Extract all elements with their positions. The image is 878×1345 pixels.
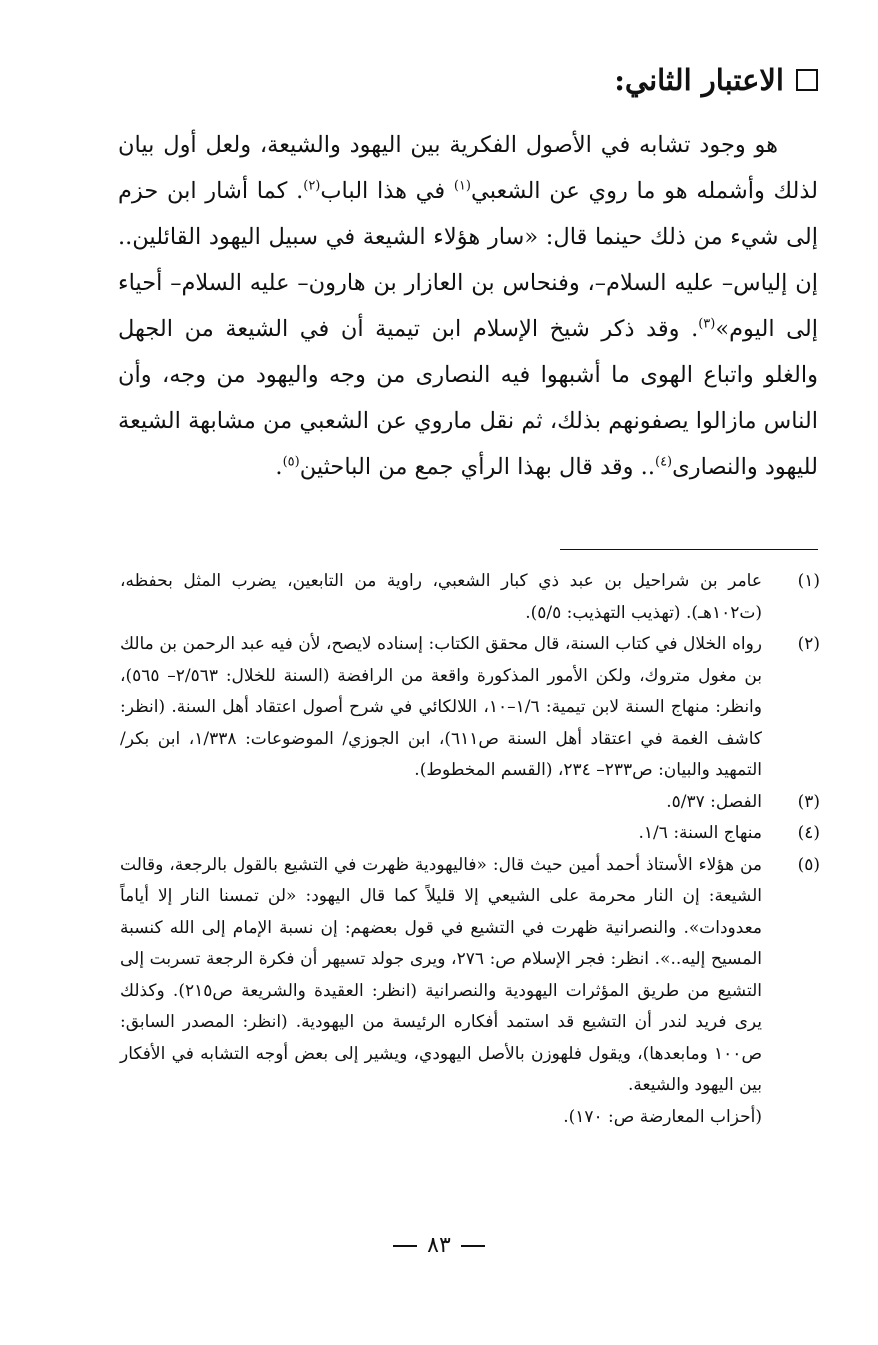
footnote-number: (٣) bbox=[797, 791, 820, 812]
footnote-ref-2[interactable]: (٢) bbox=[303, 178, 321, 194]
main-paragraph bbox=[118, 122, 818, 490]
footnote-5 bbox=[120, 850, 820, 1102]
footnote-separator bbox=[560, 549, 818, 550]
text-segment: . وقد ذكر شيخ الإسلام ابن تيمية أن في الشيعة من الجهل والغلو واتباع الهوى ما أشبهوا فيه النصارى من وجه واليهود من وجه، وأن الناس مازالوا يصفونهم بذلك، ثم نقل ماروي عن الشعبي من مشابهة الشيعة لليهود والنصارى bbox=[118, 316, 818, 480]
footnote-3 bbox=[120, 787, 820, 819]
footnote-text: الفصل: ٥/٣٧. bbox=[666, 791, 762, 812]
footnote-4 bbox=[120, 818, 820, 850]
dash-right bbox=[393, 1245, 417, 1247]
footnote-number: (٤) bbox=[797, 823, 820, 843]
footnote-text: عامر بن شراحيل بن عبد ذي كبار الشعبي، راوية من التابعين، يضرب المثل بحفظه، (ت١٠٢هـ). (تهذيب التهذيب: ٥/٥). bbox=[120, 571, 762, 623]
footnote-number: (٢) bbox=[797, 634, 820, 654]
text-segment: . bbox=[275, 454, 283, 480]
footnote-number: (٥) bbox=[797, 854, 820, 875]
footnote-text: منهاج السنة: ١/٦. bbox=[638, 823, 762, 843]
text-segment: في هذا الباب bbox=[320, 178, 454, 204]
text-segment: هو وجود تشابه في الأصول الفكرية بين اليهود والشيعة، ولعل أول بيان لذلك وأشمله هو ما روي عن الشعبي bbox=[118, 132, 818, 204]
page-number bbox=[0, 1230, 878, 1262]
footnote-2 bbox=[120, 629, 820, 787]
text-segment: .. وقد قال بهذا الرأي جمع من الباحثين bbox=[299, 454, 655, 480]
footnote-ref-3[interactable]: (٣) bbox=[698, 316, 716, 332]
footnote-text: رواه الخلال في كتاب السنة، قال محقق الكتاب: إسناده لايصح، لأن فيه عبد الرحمن بن مالك بن مغول متروك، ولكن الأمور المذكورة واقعة من الرافضة (السنة للخلال: ٢/٥٦٣– ٥٦٥)، وانظر: منهاج السنة لابن تيمية: ١/٦–١٠، اللالكائي في شرح أصول اعتقاد أهل السنة. (انظر: كاشف الغمة في اعتقاد أهل السنة ص٦١١)، ابن الجوزي/ الموضوعات: ١/٣٣٨، ابن بكر/ التمهيد والبيان: ص٢٣٣– ٢٣٤، (القسم المخطوط). bbox=[120, 634, 763, 780]
page-number-value: ٨٣ bbox=[427, 1233, 451, 1258]
footnote-ref-5[interactable]: (٥) bbox=[282, 454, 300, 470]
dash-left bbox=[461, 1245, 485, 1247]
paragraph-1 bbox=[118, 122, 818, 490]
footnote-number: (١) bbox=[797, 571, 820, 591]
footnote-1 bbox=[120, 566, 820, 629]
footnotes-section bbox=[120, 566, 820, 1133]
footnote-text: من هؤلاء الأستاذ أحمد أمين حيث قال: «فاليهودية ظهرت في التشيع بالقول بالرجعة، وقالت الشيعة: إن النار محرمة على الشيعي إلا قليلاً كما قال اليهود: «لن تمسنا النار إلا أياماً معدودات». والنصرانية ظهرت في التشيع في قول بعضهم: إن نسبة الإمام إلى الله كنسبة المسيح إليه..». انظر: فجر الإسلام ص: ٢٧٦، ويرى جولد تسيهر أن فكرة الرجعة تسربت إلى التشيع من طريق المؤثرات اليهودية والنصرانية (انظر: العقيدة والشريعة ص٢١٥). وكذلك يرى فريد لندر أن التشيع قد استمد أفكاره الرئيسة من اليهودية. (انظر: المصدر السابق: ص١٠٠ ومابعدها)، ويقول فلهوزن بالأصل اليهودي، ويشير إلى بعض أوجه التشابه في الأفكار بين اليهود والشيعة. bbox=[120, 854, 763, 1095]
footnote-ref-4[interactable]: (٤) bbox=[654, 454, 673, 470]
footnote-5-citation: (أحزاب المعارضة ص: ١٧٠). bbox=[563, 1106, 762, 1127]
section-heading bbox=[614, 62, 818, 98]
square-bullet-icon bbox=[796, 69, 818, 91]
text-segment: . كما أشار ابن حزم إلى شيء من ذلك حينما قال: «سار هؤلاء الشيعة في سبيل اليهود القائلين.. إن إلياس– عليه السلام–، وفنحاس بن العازار بن هارون– عليه السلام– أحياء إلى اليوم» bbox=[118, 178, 818, 342]
heading-title: الاعتبار الثاني: bbox=[614, 63, 784, 97]
footnote-ref-1[interactable]: (١) bbox=[453, 178, 471, 194]
